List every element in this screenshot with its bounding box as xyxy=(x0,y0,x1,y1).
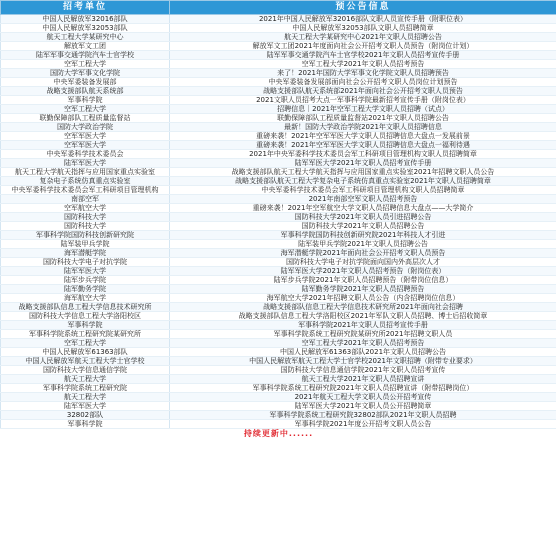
announcement-link-cell[interactable]: 联勤保障部队工程质量监督站2021年文职人员招聘公告 xyxy=(170,114,556,123)
table-header-row xyxy=(1,1,556,15)
announcement-link-cell[interactable]: 陆军军医大学2021年文职人员公开招聘简章 xyxy=(170,402,556,411)
recruiting-unit-cell: 中国人民解放军32016部队 xyxy=(1,15,170,24)
announcement-link-cell[interactable]: 战略支援部队信息工程大学信息技术研究所2021年面向社会招聘 xyxy=(170,303,556,312)
recruiting-unit-cell: 中央军委装备发展部 xyxy=(1,78,170,87)
announcement-link-cell[interactable]: 中国人民解放军61363部队2021年文职人员招聘公告 xyxy=(170,348,556,357)
announcement-link-cell[interactable]: 中央军委装备发展部面向社会公开招考文职人员岗位计划预告 xyxy=(170,78,556,87)
recruiting-unit-cell: 国防科技大学信息通信学院 xyxy=(1,366,170,375)
table-row[interactable] xyxy=(1,240,556,249)
table-row[interactable] xyxy=(1,105,556,114)
table-row[interactable] xyxy=(1,15,556,24)
table-row[interactable] xyxy=(1,141,556,150)
recruiting-unit-cell: 中国人民解放军61363部队 xyxy=(1,348,170,357)
table-row[interactable] xyxy=(1,312,556,321)
recruiting-unit-cell: 陆军勤务学院 xyxy=(1,285,170,294)
table-row[interactable] xyxy=(1,96,556,105)
table-row[interactable] xyxy=(1,69,556,78)
recruiting-unit-cell: 中国人民解放军航天工程大学士官学校 xyxy=(1,357,170,366)
announcement-link-cell[interactable]: 军事科学院系统工程研究院2021年文职人员招聘宣讲（附带招聘岗位） xyxy=(170,384,556,393)
recruiting-unit-cell: 空军军医大学 xyxy=(1,132,170,141)
announcement-link-cell[interactable]: 中央军委科学技术委员会军工科研项目管理机构文职人员招聘简章 xyxy=(170,186,556,195)
recruiting-unit-cell: 中央军委科学技术委员会 xyxy=(1,150,170,159)
recruiting-unit-cell: 国防大学军事文化学院 xyxy=(1,69,170,78)
recruiting-unit-cell: 国防科技大学电子对抗学院 xyxy=(1,258,170,267)
table-row[interactable] xyxy=(1,159,556,168)
announcement-link-cell[interactable]: 陆军军医大学2021年文职人员招考预告（附岗位表） xyxy=(170,267,556,276)
recruiting-unit-cell: 联勤保障部队工程质量监督站 xyxy=(1,114,170,123)
announcement-link-cell[interactable]: 解放军文工团2021年度面向社会公开招考文职人员预告（附岗位计划） xyxy=(170,42,556,51)
recruiting-unit-cell: 空军工程大学 xyxy=(1,339,170,348)
announcement-link-cell[interactable]: 战略支援部队信息工程大学洛阳校区2021年军队文职人员招聘、博士后招收简章 xyxy=(170,312,556,321)
announcement-link-cell[interactable]: 军事科学院系统工程研究院32802部队2021年文职人员招聘 xyxy=(170,411,556,420)
table-row[interactable] xyxy=(1,393,556,402)
recruiting-unit-cell: 航天工程大学某研究中心 xyxy=(1,33,170,42)
table-row[interactable] xyxy=(1,87,556,96)
table-row[interactable] xyxy=(1,195,556,204)
table-row[interactable] xyxy=(1,150,556,159)
table-row[interactable] xyxy=(1,213,556,222)
announcement-link-cell[interactable]: 最新！国防大学政治学院2021年文职人员招聘信息 xyxy=(170,123,556,132)
recruiting-unit-cell: 陆军军医大学 xyxy=(1,402,170,411)
announcement-link-cell[interactable]: 重磅来袭！2021年空军军医大学文职人员招聘信息大盘点一福利待遇 xyxy=(170,141,556,150)
recruiting-unit-cell: 空军军医大学 xyxy=(1,141,170,150)
announcement-link-cell[interactable]: 军事科学院2021年文职人员招考宣传手册 xyxy=(170,321,556,330)
announcement-link-cell[interactable]: 陆军勤务学院2021年文职人员招聘预告 xyxy=(170,285,556,294)
table-row[interactable] xyxy=(1,357,556,366)
recruiting-unit-cell: 陆军军事交通学院汽车士官学校 xyxy=(1,51,170,60)
table-row[interactable] xyxy=(1,267,556,276)
recruiting-unit-cell: 战略支援部队信息工程大学信息技术研究所 xyxy=(1,303,170,312)
announcement-link-cell[interactable]: 战略支援部队航天工程大学复杂电子系统仿真重点实验室2021年文职人员招聘简章 xyxy=(170,177,556,186)
table-row[interactable] xyxy=(1,186,556,195)
table-row[interactable] xyxy=(1,303,556,312)
table-row[interactable] xyxy=(1,366,556,375)
table-row[interactable] xyxy=(1,33,556,42)
recruiting-unit-cell: 国防大学政治学院 xyxy=(1,123,170,132)
recruiting-unit-cell: 32802部队 xyxy=(1,411,170,420)
recruiting-unit-cell: 战略支援部队航天系统部 xyxy=(1,87,170,96)
announcement-link-cell[interactable]: 军事科学院国防科技创新研究院2021年科技人才引进 xyxy=(170,231,556,240)
table-row[interactable] xyxy=(1,42,556,51)
announcement-link-cell[interactable]: 来了！2021年国防大学军事文化学院文职人员招聘预告 xyxy=(170,69,556,78)
announcement-link-cell[interactable]: 2021年中国人民解放军32016部队文职人员宣传手册（附职位表） xyxy=(170,15,556,24)
recruiting-unit-cell: 军事科学院系统工程研究院某研究所 xyxy=(1,330,170,339)
recruiting-unit-cell: 南部空军 xyxy=(1,195,170,204)
table-row[interactable] xyxy=(1,285,556,294)
table-row[interactable] xyxy=(1,204,556,213)
announcement-link-cell[interactable]: 陆军装甲兵学院2021年文职人员招聘公告 xyxy=(170,240,556,249)
header-unit: 招考单位 xyxy=(1,1,170,15)
announcement-link-cell[interactable]: 重磅来袭！2021年空军航空大学文职人员招聘信息大盘点——大学简介 xyxy=(170,204,556,213)
table-row[interactable] xyxy=(1,123,556,132)
announcement-link-cell[interactable]: 航天工程大学某研究中心2021年文职人员招聘公告 xyxy=(170,33,556,42)
announcement-link-cell[interactable]: 战略支援部队航天系统部2021年面向社会公开招考文职人员预告 xyxy=(170,87,556,96)
announcement-link-cell[interactable]: 国防科技大学2021年文职人员招聘公告 xyxy=(170,222,556,231)
announcement-link-cell[interactable]: 陆军军医大学2021年文职人员招考宣传手册 xyxy=(170,159,556,168)
announcement-link-cell[interactable]: 2021年中央军委科学技术委员会军工科研项目管理机构文职人员招聘简章 xyxy=(170,150,556,159)
recruiting-unit-cell: 复杂电子系统仿真重点实验室 xyxy=(1,177,170,186)
recruiting-unit-cell: 国防科技大学信息工程大学洛阳校区 xyxy=(1,312,170,321)
recruiting-unit-cell: 解放军文工团 xyxy=(1,42,170,51)
table-row[interactable] xyxy=(1,258,556,267)
recruiting-unit-cell: 军事科学院 xyxy=(1,321,170,330)
table-body xyxy=(1,15,556,429)
recruiting-unit-cell: 军事科学院 xyxy=(1,420,170,429)
table-row[interactable] xyxy=(1,177,556,186)
recruiting-unit-cell: 空军工程大学 xyxy=(1,60,170,69)
table-row[interactable] xyxy=(1,51,556,60)
recruiting-unit-cell: 陆军军医大学 xyxy=(1,267,170,276)
table-row[interactable] xyxy=(1,420,556,429)
update-status-text: 持续更新中...... xyxy=(243,429,314,438)
recruiting-unit-cell: 国防科技大学 xyxy=(1,213,170,222)
announcement-link-cell[interactable]: 海军航空大学2021年招聘文职人员公告（内含招聘岗位信息） xyxy=(170,294,556,303)
announcement-link-cell[interactable]: 战略支援部队航天工程大学航天指挥与应用国家重点实验室2021年招聘文职人员公告 xyxy=(170,168,556,177)
announcement-link-cell[interactable]: 空军工程大学2021年文职人员招考预告 xyxy=(170,339,556,348)
recruiting-unit-cell: 陆军军医大学 xyxy=(1,159,170,168)
table-row[interactable] xyxy=(1,276,556,285)
recruiting-unit-cell: 国防科技大学 xyxy=(1,222,170,231)
announcement-link-cell[interactable]: 重磅来袭！2021年空军军医大学文职人员招聘信息大盘点一发展前景 xyxy=(170,132,556,141)
announcement-link-cell[interactable]: 国防科技大学信息通信学院2021年文职人员招考宣传 xyxy=(170,366,556,375)
table-row[interactable] xyxy=(1,348,556,357)
recruiting-unit-cell: 军事科学院国防科技创新研究院 xyxy=(1,231,170,240)
table-row[interactable] xyxy=(1,24,556,33)
table-row[interactable] xyxy=(1,78,556,87)
announcement-link-cell[interactable]: 2021年南部空军文职人员招考预告 xyxy=(170,195,556,204)
table-row[interactable] xyxy=(1,249,556,258)
announcement-link-cell[interactable]: 空军工程大学2021年文职人员招考预告 xyxy=(170,60,556,69)
table-row[interactable] xyxy=(1,294,556,303)
recruiting-unit-cell: 中央军委科学技术委员会军工科研项目管理机构 xyxy=(1,186,170,195)
recruiting-unit-cell: 空军工程大学 xyxy=(1,105,170,114)
table-row[interactable] xyxy=(1,375,556,384)
table-row[interactable] xyxy=(1,411,556,420)
table-row[interactable] xyxy=(1,60,556,69)
table-row[interactable] xyxy=(1,321,556,330)
table-row[interactable] xyxy=(1,330,556,339)
recruiting-unit-cell: 军事科学院 xyxy=(1,96,170,105)
table-row[interactable] xyxy=(1,339,556,348)
table-row[interactable] xyxy=(1,384,556,393)
table-row[interactable] xyxy=(1,114,556,123)
recruiting-unit-cell: 中国人民解放军32053部队 xyxy=(1,24,170,33)
recruiting-unit-cell: 军事科学院系统工程研究院 xyxy=(1,384,170,393)
announcement-link-cell[interactable]: 中国人民解放军航天工程大学士官学校2021年文职招聘（附带专业要求） xyxy=(170,357,556,366)
footer-row xyxy=(1,429,556,440)
recruiting-unit-cell: 海军航空大学 xyxy=(1,294,170,303)
table-row[interactable] xyxy=(1,132,556,141)
recruiting-unit-cell: 空军航空大学 xyxy=(1,204,170,213)
announcement-link-cell[interactable]: 2021年航天工程大学文职人员公开招考宣传 xyxy=(170,393,556,402)
header-info: 预公告信息 xyxy=(170,1,556,15)
announcement-link-cell[interactable]: 招聘信息｜2021年空军工程大学文职人员招聘（试点） xyxy=(170,105,556,114)
table-row[interactable] xyxy=(1,222,556,231)
table-row[interactable] xyxy=(1,168,556,177)
recruiting-unit-cell: 航天工程大学 xyxy=(1,393,170,402)
announcement-link-cell[interactable]: 陆军步兵学院2021年文职人员招聘预告（附带岗位信息） xyxy=(170,276,556,285)
recruiting-unit-cell: 海军潜艇学院 xyxy=(1,249,170,258)
announcement-link-cell[interactable]: 军事科学院2021年度公开招考文职人员公告 xyxy=(170,420,556,429)
table-row[interactable] xyxy=(1,402,556,411)
announcement-link-cell[interactable]: 海军潜艇学院2021年面向社会公开招考文职人员预告 xyxy=(170,249,556,258)
announcement-link-cell[interactable]: 2021文职人员招考大点一军事科学院最新招考宣传手册（附岗位表） xyxy=(170,96,556,105)
recruiting-unit-cell: 陆军步兵学院 xyxy=(1,276,170,285)
recruiting-unit-cell: 航天工程大学航天指挥与应用国家重点实验室 xyxy=(1,168,170,177)
table-row[interactable] xyxy=(1,231,556,240)
announcement-link-cell[interactable]: 航天工程大学2021年文职人员招聘宣讲 xyxy=(170,375,556,384)
recruiting-unit-cell: 陆军装甲兵学院 xyxy=(1,240,170,249)
announcement-link-cell[interactable]: 国防科技大学2021年文职人员引进招聘公告 xyxy=(170,213,556,222)
announcement-link-cell[interactable]: 中国人民解放军32053部队文职人员招聘简章 xyxy=(170,24,556,33)
recruiting-unit-cell: 航天工程大学 xyxy=(1,375,170,384)
announcement-link-cell[interactable]: 陆军军事交通学院汽车士官学校2021年文职人员招考宣传手册 xyxy=(170,51,556,60)
announcement-link-cell[interactable]: 国防科技大学电子对抗学院面向国内外高层次人才 xyxy=(170,258,556,267)
announcement-link-cell[interactable]: 军事科学院系统工程研究院某研究所2021年招聘文职人员 xyxy=(170,330,556,339)
